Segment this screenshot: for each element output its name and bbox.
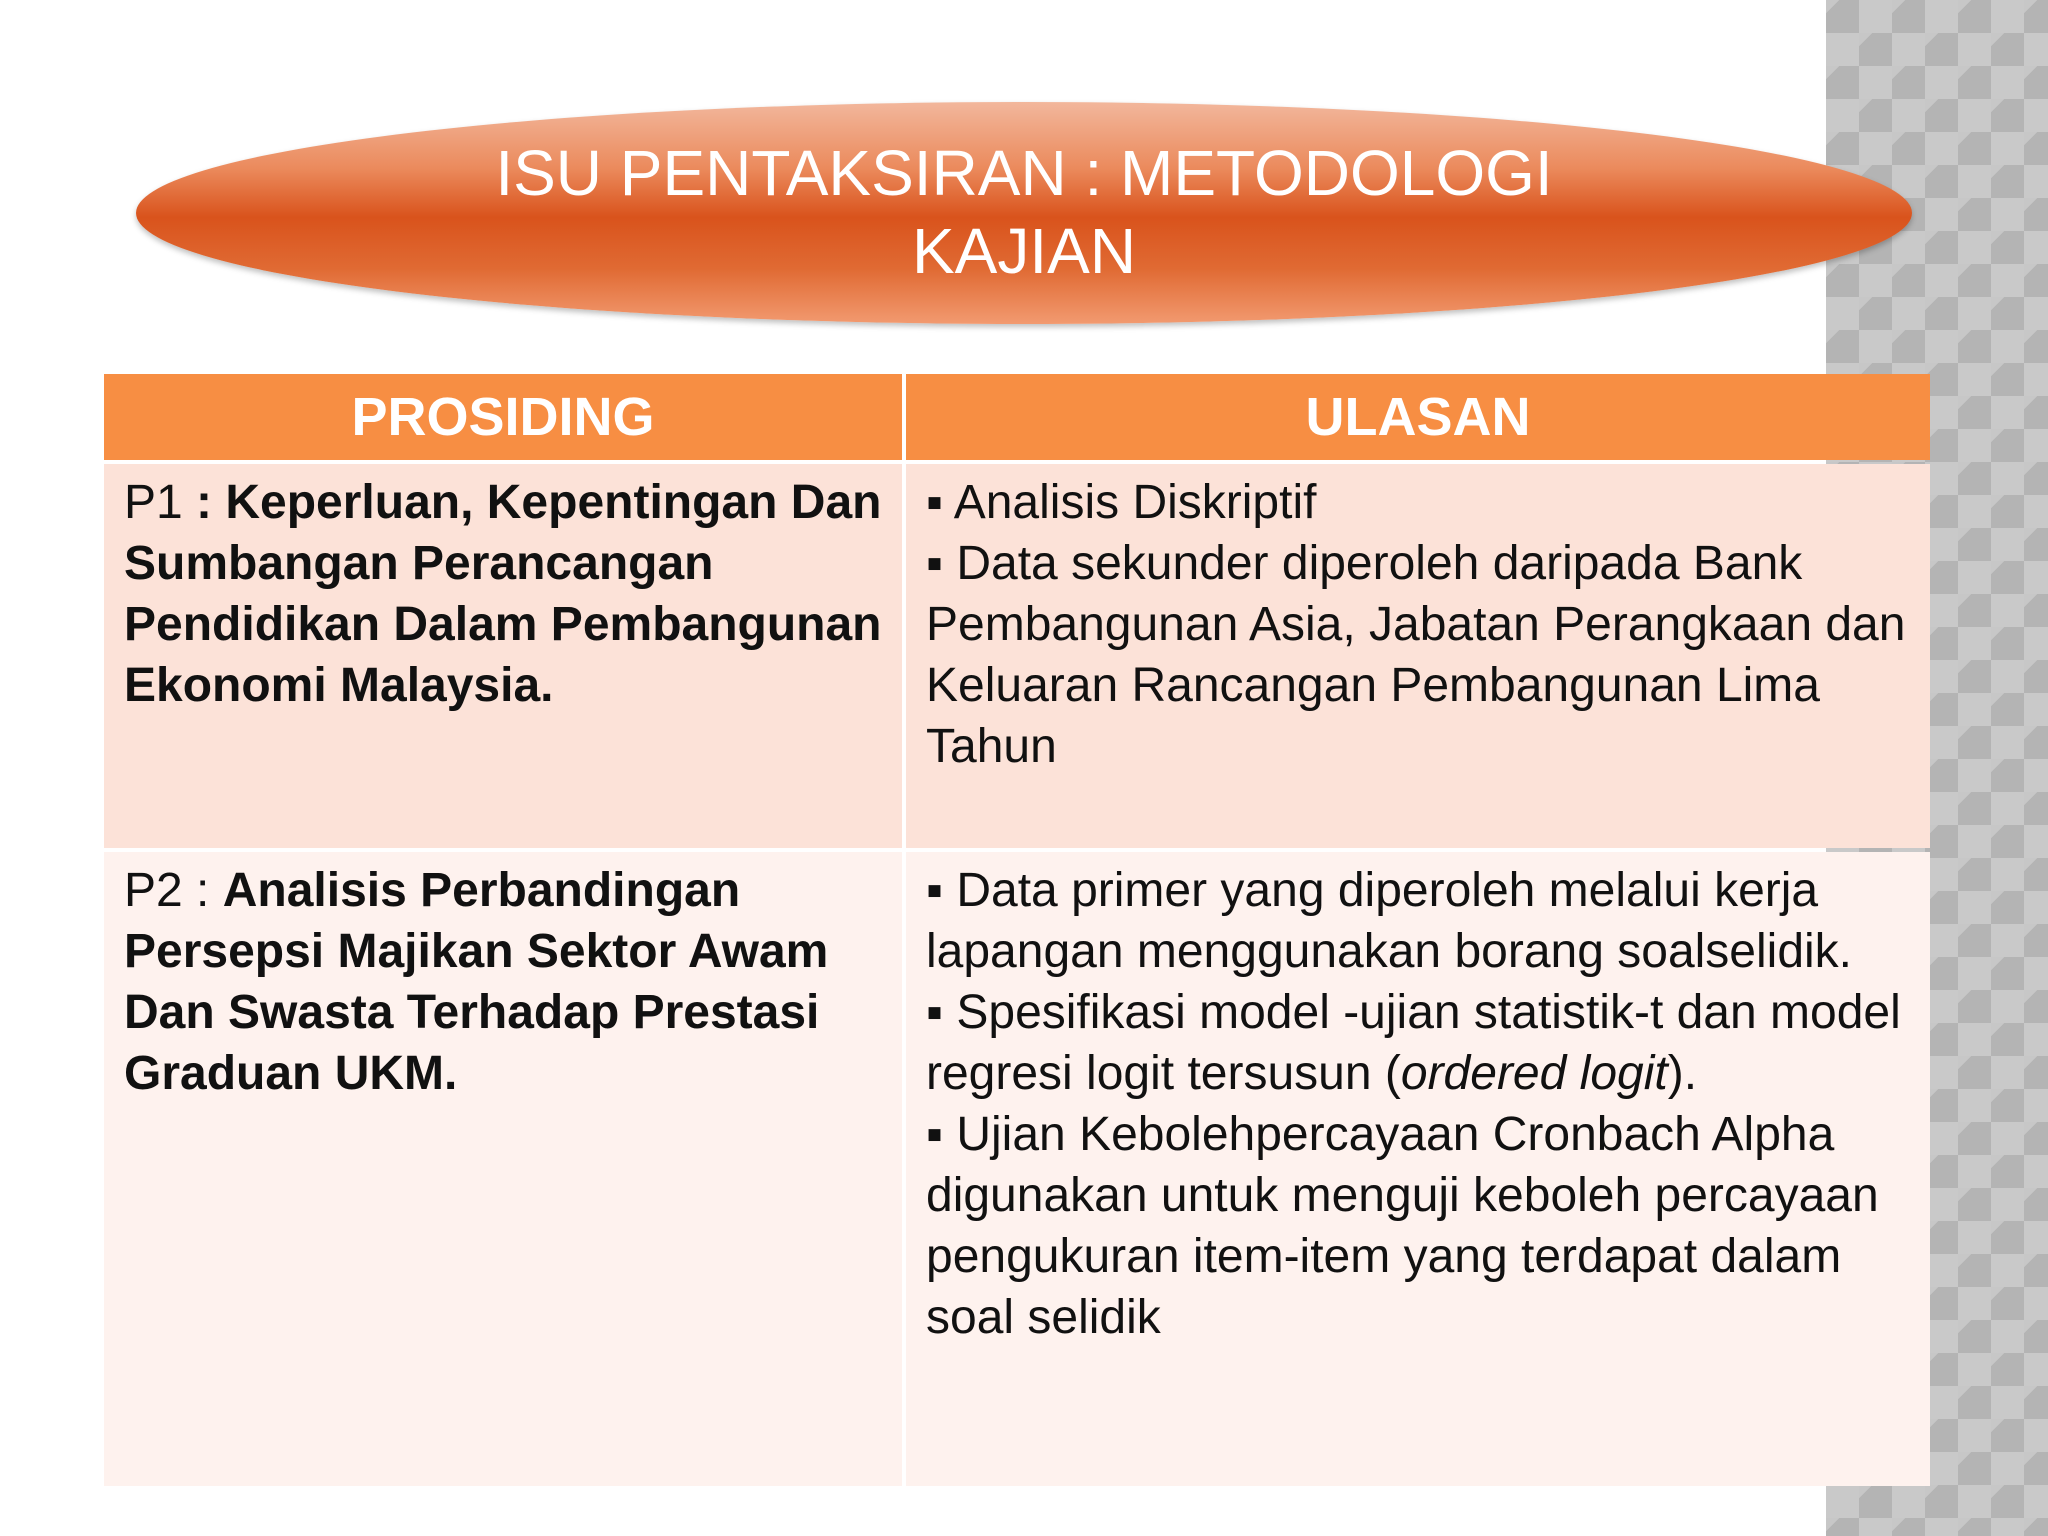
column-header-prosiding: PROSIDING xyxy=(104,374,902,460)
title-line-1: ISU PENTAKSIRAN : METODOLOGI xyxy=(495,137,1553,209)
row-2-ulasan-item-2-italic: ordered logit xyxy=(1400,1047,1668,1100)
row-1-prosiding-prefix: P1 xyxy=(124,476,197,529)
table-row-1-prosiding xyxy=(104,464,902,848)
table-row-1-ulasan xyxy=(906,464,1930,848)
table-row-2-prosiding xyxy=(104,852,902,1486)
column-header-ulasan: ULASAN xyxy=(906,374,1930,460)
row-1-prosiding-title: : Keperluan, Kepentingan Dan Sumbangan Perancangan Pendidikan Dalam Pembangunan Ekonomi Malaysia. xyxy=(124,476,882,712)
row-2-prosiding-title: Analisis Perbandingan Persepsi Majikan Sektor Awam Dan Swasta Terhadap Prestasi Graduan UKM. xyxy=(124,864,829,1100)
row-2-ulasan-item-2-text-c: ). xyxy=(1667,1047,1698,1100)
slide-title xyxy=(136,134,1912,290)
row-1-ulasan-item-1: ▪ Analisis Diskriptif xyxy=(926,476,1317,529)
row-2-prosiding-prefix: P2 : xyxy=(124,864,223,917)
methodology-table xyxy=(104,374,1930,1486)
row-2-ulasan-item-1: ▪ Data primer yang diperoleh melalui kerja lapangan menggunakan borang soalselidik. xyxy=(926,864,1853,978)
row-2-ulasan-item-2-text-a: ▪ Spesifikasi model -ujian statistik-t dan model regresi logit tersusun ( xyxy=(926,986,1901,1100)
table-row-2-ulasan xyxy=(906,852,1930,1486)
row-2-ulasan-item-2 xyxy=(926,982,1914,1104)
title-line-2: KAJIAN xyxy=(911,215,1137,287)
row-1-ulasan-item-2: ▪ Data sekunder diperoleh daripada Bank Pembangunan Asia, Jabatan Perangkaan dan Keluaran Rancangan Pembangunan Lima Tahun xyxy=(926,537,1906,773)
row-2-ulasan-item-3: ▪ Ujian Kebolehpercayaan Cronbach Alpha digunakan untuk menguji keboleh percayaan pengukuran item-item yang terdapat dalam soal selidik xyxy=(926,1108,1879,1344)
